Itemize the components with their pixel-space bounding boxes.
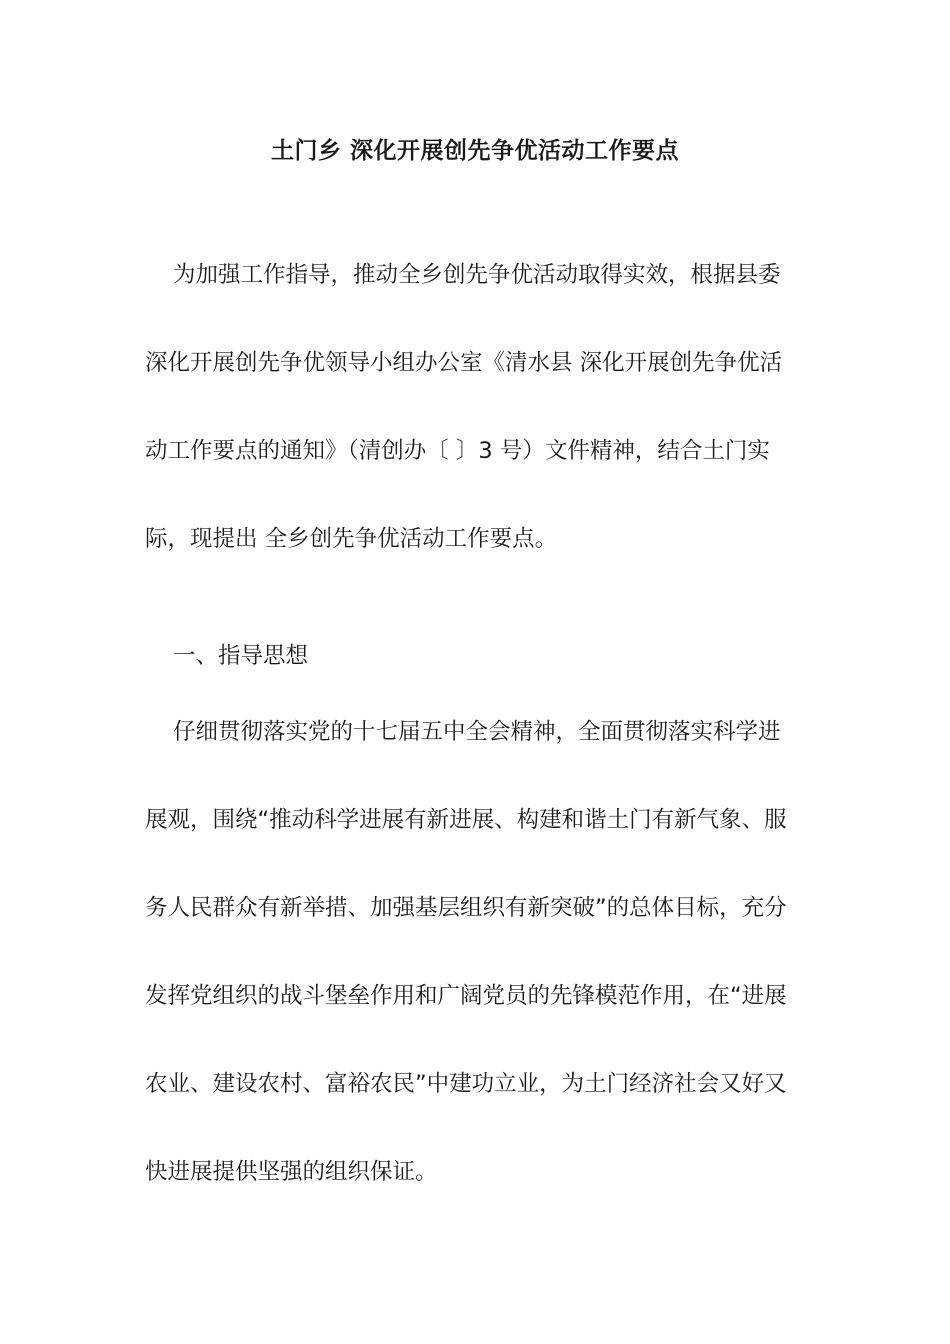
intro-paragraph xyxy=(145,231,807,583)
section1-line-4: 发挥党组织的战斗堡垒作用和广阔党员的先锋模范作用，在“进展 xyxy=(145,983,787,1009)
section1-line-1: 仔细贯彻落实党的十七届五中全会精神，全面贯彻落实科学进 xyxy=(173,719,781,745)
intro-line-4: 际，现提出 全乡创先争优活动工作要点。 xyxy=(145,526,558,552)
document-title: 土门乡 深化开展创先争优活动工作要点 xyxy=(270,138,679,164)
intro-line-2: 深化开展创先争优领导小组办公室《清水县 深化开展创先争优活 xyxy=(145,350,783,376)
section1-line-6: 快进展提供坚强的组织保证。 xyxy=(145,1159,438,1185)
intro-line-1: 为加强工作指导，推动全乡创先争优活动取得实效，根据县委 xyxy=(173,262,781,288)
section1-line-3: 务人民群众有新举措、加强基层组织有新突破”的总体目标，充分 xyxy=(145,895,787,921)
section1-paragraph xyxy=(145,688,807,1216)
section-heading-guiding-ideology: 一、指导思想 xyxy=(173,643,309,669)
section1-line-5: 农业、建设农村、富裕农民”中建功立业，为土门经济社会又好又 xyxy=(145,1071,787,1097)
section1-line-2: 展观，围绕“推动科学进展有新进展、构建和谐土门有新气象、服 xyxy=(145,807,787,833)
intro-line-3: 动工作要点的通知》（清创办〔 〕3 号）文件精神，结合土门实 xyxy=(145,438,770,464)
